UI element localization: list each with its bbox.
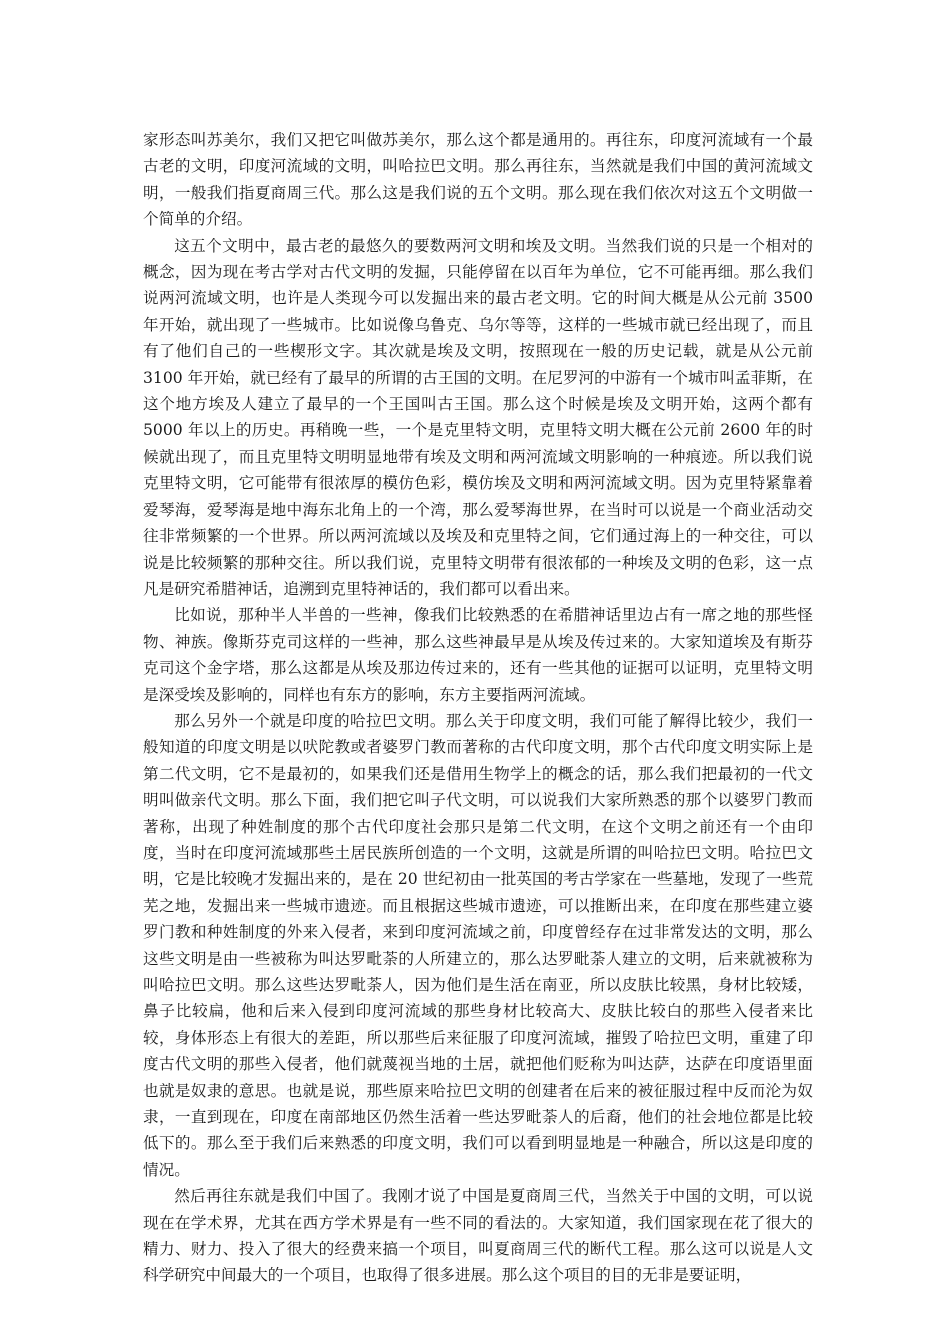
paragraph-4: 那么另外一个就是印度的哈拉巴文明。那么关于印度文明，我们可能了解得比较少，我们一般知道的印度文明是以吠陀教或者婆罗门教而著称的古代印度文明，那个古代印度文明实际上是第二代文明，它不是最初的，如果我们还是借用生物学上的概念的话，那么我们把最初的一代文明叫做亲代文明。那么下面，我们把它叫子代文明，可以说我们大家所熟悉的那个以婆罗门教而著称，出现了种姓制度的那个古代印度社会那只是第二代文明，在这个文明之前还有一个由印度，当时在印度河流域那些土居民族所创造的一个文明，这就是所谓的叫哈拉巴文明。哈拉巴文明，它是比较晚才发掘出来的，是在 20 世纪初由一批英国的考古学家在一些墓地，发现了一些荒芜之地，发掘出来一些城市遗迹。而且根据这些城市遗迹，可以推断出来，在印度在那些建立婆罗门教和种姓制度的外来入侵者，来到印度河流域之前，印度曾经存在过非常发达的文明，那么这些文明是由一些被称为叫达罗毗荼的人所建立的，那么达罗毗荼人建立的文明，后来就被称为叫哈拉巴文明。那么这些达罗毗荼人，因为他们是生活在南亚，所以皮肤比较黑，身材比较矮，鼻子比较扁，他和后来入侵到印度河流域的那些身材比较高大、皮肤比较白的那些入侵者来比较，身体形态上有很大的差距，所以那些后来征服了印度河流域，摧毁了哈拉巴文明，重建了印度古代文明的那些入侵者，他们就蔑视当地的土居，就把他们贬称为叫达萨，达萨在印度语里面也就是奴隶的意思。也就是说，那些原来哈拉巴文明的创建者在后来的被征服过程中反而沦为奴隶，一直到现在，印度在南部地区仍然生活着一些达罗毗荼人的后裔，他们的社会地位都是比较低下的。那么至于我们后来熟悉的印度文明，我们可以看到明显地是一种融合，所以这是印度的情况。 <box>143 711 813 1179</box>
body-text <box>143 127 813 1289</box>
paragraph-2: 这五个文明中，最古老的最悠久的要数两河文明和埃及文明。当然我们说的只是一个相对的概念，因为现在考古学对古代文明的发掘，只能停留在以百年为单位，它不可能再细。那么我们说两河流域文明，也许是人类现今可以发掘出来的最古老文明。它的时间大概是从公元前 3500 年开始，就出现了一些城市。比如说像乌鲁克、乌尔等等，这样的一些城市就已经出现了，而且有了他们自己的一些楔形文字。其次就是埃及文明，按照现在一般的历史记载，就是从公元前 3100 年开始，就已经有了最早的所谓的古王国的文明。在尼罗河的中游有一个城市叫孟菲斯，在这个地方埃及人建立了最早的一个王国叫古王国。那么这个时候是埃及文明开始，这两个都有 5000 年以上的历史。再稍晚一些，一个是克里特文明，克里特文明大概在公元前 2600 年的时候就出现了，而且克里特文明明显地带有埃及文明和两河流域文明影响的一种痕迹。所以我们说克里特文明，它可能带有很浓厚的模仿色彩，模仿埃及文明和两河流域文明。因为克里特紧靠着爱琴海，爱琴海是地中海东北角上的一个湾，那么爱琴海世界，在当时可以说是一个商业活动交往非常频繁的一个世界。所以两河流域以及埃及和克里特之间，它们通过海上的一种交往，可以说是比较频繁的那种交往。所以我们说，克里特文明带有很浓郁的一种埃及文明的色彩，这一点凡是研究希腊神话，追溯到克里特神话的，我们都可以看出来。 <box>143 236 813 598</box>
paragraph-3: 比如说，那种半人半兽的一些神，像我们比较熟悉的在希腊神话里边占有一席之地的那些怪物、神族。像斯芬克司这样的一些神，那么这些神最早是从埃及传过来的。大家知道埃及有斯芬克司这个金字塔，那么这都是从埃及那边传过来的，还有一些其他的证据可以证明，克里特文明是深受埃及影响的，同样也有东方的影响，东方主要指两河流域。 <box>143 606 813 704</box>
paragraph-5: 然后再往东就是我们中国了。我刚才说了中国是夏商周三代，当然关于中国的文明，可以说现在在学术界，尤其在西方学术界是有一些不同的看法的。大家知道，我们国家现在花了很大的精力、财力、投入了很大的经费来搞一个项目，叫夏商周三代的断代工程。那么这可以说是人文科学研究中间最大的一个项目，也取得了很多进展。那么这个项目的目的无非是要证明， <box>143 1187 813 1285</box>
paragraph-1: 家形态叫苏美尔，我们又把它叫做苏美尔，那么这个都是通用的。再往东，印度河流域有一个最古老的文明，印度河流域的文明，叫哈拉巴文明。那么再往东，当然就是我们中国的黄河流域文明，一般我们指夏商周三代。那么这是我们说的五个文明。那么现在我们依次对这五个文明做一个简单的介绍。 <box>143 131 813 229</box>
